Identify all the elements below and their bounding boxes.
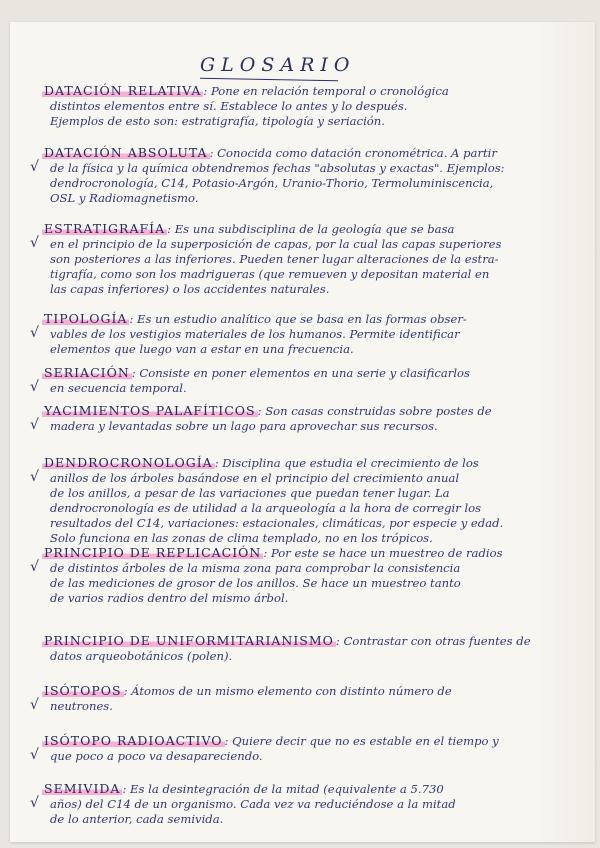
checkmark-icon: √ [30,417,39,433]
entry-first-line [42,456,479,470]
page-title: GLOSARIO [200,54,356,76]
glossary-term: TIPOLOGÍA [44,311,128,326]
entry-text-line: de lo anterior, cada semivida. [50,812,224,826]
entry-text-line: en el principio de la superposición de capas, por la cual las capas superiores [50,237,502,251]
checkmark-icon: √ [30,559,39,575]
entry-text-line: de varios radios dentro del mismo árbol. [50,591,289,605]
entry-text-line: en secuencia temporal. [50,381,187,395]
entry-first-line [42,734,499,748]
glossary-term: YACIMIENTOS PALAFÍTICOS [44,403,256,418]
glossary-term: DATACIÓN ABSOLUTA [44,145,208,160]
entry-text-line: vables de los vestigios materiales de los humanos. Permite identificar [50,327,460,341]
entry-text-line: madera y levantadas sobre un lago para aprovechar sus recursos. [50,419,438,433]
term-definition-start: : Es un estudio analítico que se basa en las formas obser- [129,312,467,326]
term-definition-start: : Consiste en poner elementos en una serie y clasificarlos [131,366,470,380]
term-definition-start: : Son casas construidas sobre postes de [257,404,492,418]
entry-text-line: anillos de los árboles basándose en el principio del crecimiento anual [50,471,460,485]
term-definition-start: : Conocida como datación cronométrica. A partir [209,146,497,160]
glossary-term: ISÓTOPO RADIOACTIVO [44,733,223,748]
entry-text-line: dendrocronología es de utilidad a la arqueología a la hora de corregir los [50,501,482,515]
entry-text-line: son posteriores a las inferiores. Pueden tener lugar alteraciones de la estra- [50,252,499,266]
checkmark-icon: √ [30,697,39,713]
term-definition-start: : Es la desintegración de la mitad (equivalente a 5.730 [122,782,444,796]
glossary-term: DATACIÓN RELATIVA [44,83,202,98]
entry-first-line [42,84,449,98]
entry-text-line: que poco a poco va desapareciendo. [50,749,263,763]
glossary-term: SEMIVIDA [44,781,121,796]
entry-text-line: distintos elementos entre sí. Establece lo antes y lo después. [50,99,408,113]
entry-text-line: de los anillos, a pesar de las variaciones que puedan tener lugar. La [50,486,450,500]
entry-text-line: las capas inferiores) o los accidentes naturales. [50,282,330,296]
glossary-term: SERIACIÓN [44,365,130,380]
checkmark-icon: √ [30,235,39,251]
entry-first-line [42,684,452,698]
checkmark-icon: √ [30,469,39,485]
entry-text-line: de la física y la química obtendremos fechas "absolutas y exactas". Ejemplos: [50,161,505,175]
entry-text-line: datos arqueobotánicos (polen). [50,649,233,663]
checkmark-icon: √ [30,795,39,811]
entry-first-line [42,312,467,326]
glossary-term: ESTRATIGRAFÍA [44,221,166,236]
page-shadow [535,22,595,842]
checkmark-icon: √ [30,159,39,175]
term-definition-start: : Quiere decir que no es estable en el tiempo y [224,734,499,748]
entry-text-line: dendrocronología, C14, Potasio-Argón, Uranio-Thorio, Termoluminiscencia, [50,176,494,190]
term-definition-start: : Es una subdisciplina de la geología que se basa [167,222,455,236]
title-underline [200,78,338,81]
entry-first-line [42,146,497,160]
term-definition-start: : Por este se hace un muestreo de radios [263,546,503,560]
entry-text-line: OSL y Radiomagnetismo. [50,191,199,205]
entry-first-line [42,222,454,236]
entry-text-line: años) del C14 de un organismo. Cada vez va reduciéndose a la mitad [50,797,456,811]
entry-first-line [42,546,503,560]
glossary-term: PRINCIPIO DE REPLICACIÓN [44,545,262,560]
entry-first-line [42,404,492,418]
entry-text-line: tigrafía, como son los madrigueras (que remueven y depositan material en [50,267,490,281]
term-definition-start: : Pone en relación temporal o cronológica [203,84,449,98]
notebook-page [10,22,595,842]
checkmark-icon: √ [30,379,39,395]
term-definition-start: : Contrastar con otras fuentes de [335,634,531,648]
glossary-term: PRINCIPIO DE UNIFORMITARIANISMO [44,633,334,648]
entry-first-line [42,782,444,796]
entry-text-line: de distintos árboles de la misma zona para comprobar la consistencia [50,561,461,575]
glossary-term: DENDROCRONOLOGÍA [44,455,213,470]
checkmark-icon: √ [30,325,39,341]
entry-text-line: resultados del C14, variaciones: estacionales, climáticas, por especie y edad. [50,516,504,530]
entry-first-line [42,366,470,380]
entry-text-line: de las mediciones de grosor de los anillos. Se hace un muestreo tanto [50,576,461,590]
entry-text-line: elementos que luego van a estar en una frecuencia. [50,342,354,356]
term-definition-start: : Disciplina que estudia el crecimiento de los [214,456,479,470]
entry-first-line [42,634,531,648]
entry-text-line: Ejemplos de esto son: estratigrafía, tipología y seriación. [50,114,385,128]
entry-text-line: neutrones. [50,699,113,713]
entry-text-line: Solo funciona en las zonas de clima templado, no en los trópicos. [50,531,433,545]
checkmark-icon: √ [30,747,39,763]
glossary-term: ISÓTOPOS [44,683,122,698]
term-definition-start: : Átomos de un mismo elemento con distinto número de [123,684,452,698]
